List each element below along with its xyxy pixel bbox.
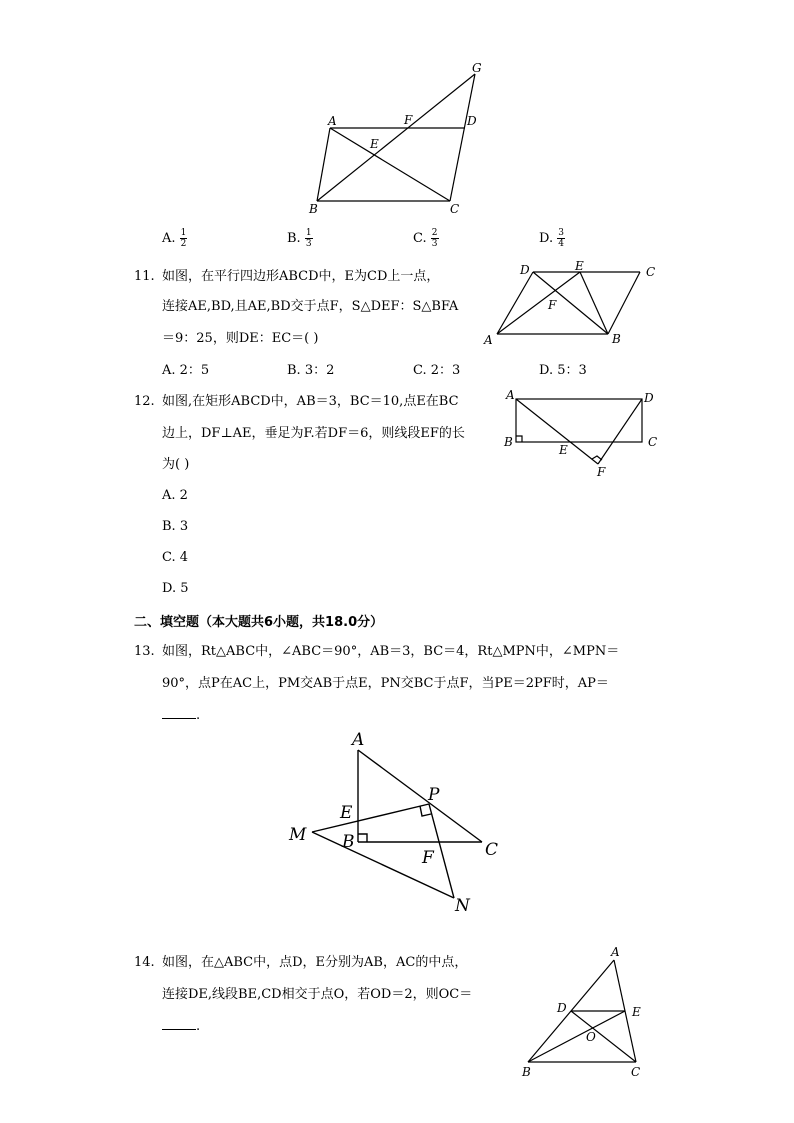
- q11-line2: 连接AE,BD,且AE,BD交于点F，S△DEF：S△BFA: [162, 299, 459, 314]
- q14-number: 14.: [134, 955, 155, 970]
- q12-figure: [500, 386, 670, 478]
- q11-option-d[interactable]: D. 5：3: [539, 363, 587, 378]
- fig13-label-n: N: [455, 896, 470, 916]
- fig12-label-d: D: [644, 391, 654, 405]
- fig13-label-p: P: [428, 785, 440, 805]
- q11-figure: [480, 258, 670, 350]
- fig11-label-f: F: [548, 298, 557, 312]
- fig13-label-b: B: [342, 832, 355, 852]
- q10-option-b[interactable]: [287, 228, 313, 249]
- fraction: $\frac{2}{3}$: [431, 228, 438, 249]
- fig10-label-f: F: [404, 113, 413, 127]
- q13-figure: [280, 724, 510, 919]
- period: .: [196, 708, 201, 723]
- q13-line2: 90°，点P在AC上，PM交AB于点E，PN交BC于点F，当PE＝2PF时，AP＝: [162, 676, 609, 691]
- fraction: $\frac{1}{3}$: [305, 228, 312, 249]
- q11-option-a[interactable]: A. 2：5: [162, 363, 210, 378]
- q10-figure: [300, 58, 500, 223]
- fig11-label-c: C: [646, 265, 656, 279]
- fig10-label-g: G: [472, 61, 482, 75]
- option-letter: B.: [287, 231, 301, 246]
- fig14-label-o: O: [586, 1030, 596, 1044]
- fig13-label-f: F: [422, 848, 434, 868]
- fraction: $\frac{1}{2}$: [180, 228, 187, 249]
- fig10-label-b: B: [309, 202, 318, 216]
- fig10-label-e: E: [370, 137, 379, 151]
- q12-option-d[interactable]: D. 5: [162, 581, 189, 596]
- q11-option-c[interactable]: C. 2：3: [413, 363, 461, 378]
- q12-line1: 如图,在矩形ABCD中，AB＝3，BC＝10,点E在BC: [162, 394, 459, 409]
- fig13-label-a: A: [352, 730, 365, 750]
- q12-option-b[interactable]: B. 3: [162, 519, 189, 534]
- period: .: [196, 1019, 201, 1034]
- fig13-label-e: E: [340, 803, 353, 823]
- fig10-label-a: A: [328, 114, 337, 128]
- q10-option-c[interactable]: [413, 228, 439, 249]
- fig12-label-c: C: [648, 435, 658, 449]
- option-letter: C.: [413, 231, 427, 246]
- fig10-label-d: D: [467, 114, 477, 128]
- q13-line1: 如图，Rt△ABC中，∠ABC＝90°，AB＝3，BC＝4，Rt△MPN中，∠MPN＝: [162, 644, 620, 659]
- fig14-label-e: E: [632, 1005, 641, 1019]
- fig12-label-b: B: [504, 435, 513, 449]
- q14-line2: 连接DE,线段BE,CD相交于点O，若OD＝2，则OC＝: [162, 987, 473, 1002]
- answer-blank[interactable]: [162, 706, 196, 719]
- fig14-label-b: B: [522, 1065, 531, 1079]
- fig12-label-e: E: [559, 443, 568, 457]
- q10-option-a[interactable]: [162, 228, 187, 249]
- answer-blank[interactable]: [162, 1017, 196, 1030]
- fig11-label-b: B: [612, 332, 621, 346]
- fig11-label-a: A: [484, 333, 493, 347]
- fig13-label-m: M: [289, 825, 307, 845]
- q13-number: 13.: [134, 644, 155, 659]
- fig14-label-c: C: [631, 1065, 641, 1079]
- q12-option-c[interactable]: C. 4: [162, 550, 189, 565]
- fig10-label-c: C: [450, 202, 460, 216]
- fig13-label-c: C: [485, 840, 499, 860]
- fraction: $\frac{3}{4}$: [558, 228, 564, 249]
- q14-line1: 如图，在△ABC中，点D，E分别为AB，AC的中点，: [162, 955, 468, 970]
- q13-answer-line: [162, 706, 200, 725]
- q11-option-b[interactable]: B. 3：2: [287, 363, 335, 378]
- option-letter: A.: [162, 231, 176, 246]
- q12-line2: 边上，DF⊥AE，垂足为F.若DF＝6，则线段EF的长: [162, 426, 465, 441]
- fig14-label-d: D: [557, 1001, 567, 1015]
- q11-number: 11.: [134, 269, 155, 284]
- q12-option-a[interactable]: A. 2: [162, 488, 188, 503]
- fig12-label-a: A: [506, 388, 515, 402]
- q12-number: 12.: [134, 394, 155, 409]
- fig12-label-f: F: [597, 465, 606, 478]
- q12-line3: 为( ): [162, 457, 190, 472]
- fig14-label-a: A: [611, 945, 620, 959]
- q11-line3: ＝9：25，则DE：EC＝( ): [162, 331, 319, 346]
- q10-option-d[interactable]: [539, 228, 565, 249]
- section-title: 二、填空题（本大题共6小题，共18.0分）: [134, 615, 384, 630]
- fig11-label-e: E: [575, 259, 584, 273]
- q14-answer-line: [162, 1017, 200, 1036]
- q11-line1: 如图，在平行四边形ABCD中，E为CD上一点，: [162, 269, 440, 284]
- option-letter: D.: [539, 231, 554, 246]
- q14-figure: [512, 944, 662, 1079]
- fig11-label-d: D: [520, 263, 530, 277]
